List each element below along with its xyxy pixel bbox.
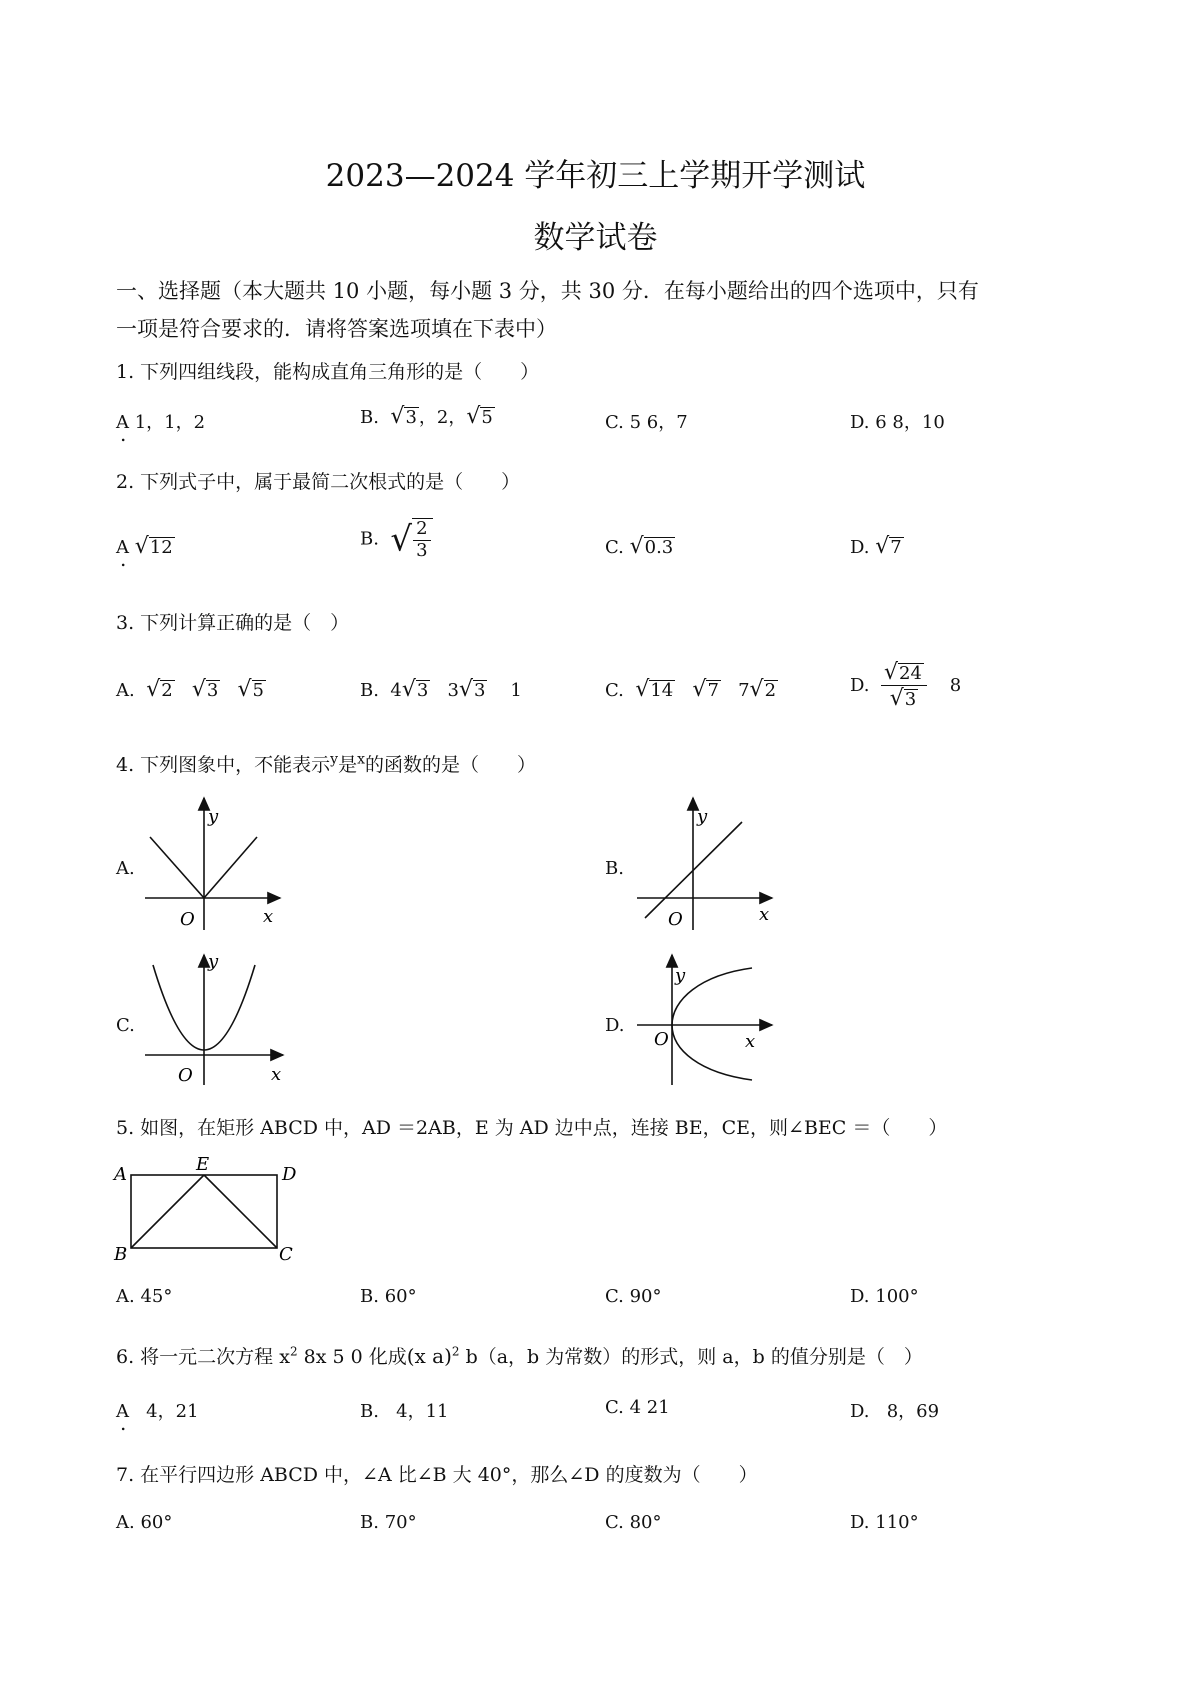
graph-c (145, 955, 283, 1085)
q3-b-radicand1: 3 (416, 680, 429, 701)
q5-point-a: A (114, 1164, 127, 1185)
q6-stem-paren: (x a) (406, 1344, 452, 1368)
q3-b-coef1: 4 (390, 680, 402, 701)
q1-d-text: 6 8，10 (875, 412, 945, 433)
q3-a-label: A. (116, 680, 135, 701)
q3-b-result: 1 (510, 680, 522, 701)
q2-d-label: D. (850, 537, 870, 558)
q4-c-label: C. (116, 1015, 135, 1036)
q5-d-text: 100° (875, 1286, 919, 1307)
q5-a-label: A. (116, 1286, 135, 1307)
q2-b-label: B. (360, 528, 379, 550)
q6-a-label: A . (116, 1401, 129, 1422)
q3-stem: 3. 下列计算正确的是（ ） (116, 612, 350, 634)
q5-point-d: D (282, 1164, 297, 1185)
q1-a-text: 1，1，2 (134, 412, 206, 433)
q6-option-b (360, 1397, 448, 1423)
q4-stem-mid: 是 (338, 754, 358, 776)
q6-stem-pre: 6. 将一元二次方程 x (116, 1346, 290, 1368)
q7-option-c (605, 1512, 662, 1533)
graph-b-y-label: y (697, 806, 708, 827)
q3-c-radicand3: 2 (764, 680, 777, 701)
q2-a-label: A . (116, 537, 129, 558)
q3-option-d: D. $\frac{√24}{√3}$ 8 (850, 660, 962, 711)
q2-c-radicand: 0.3 (644, 537, 674, 558)
q6-stem-sup1: 2 (289, 1344, 298, 1359)
q6-stem-mid: 8x 5 0 化成 (297, 1346, 407, 1368)
q7-a-text: 60° (140, 1512, 173, 1533)
q7-a-label: A. (116, 1512, 135, 1533)
page-subtitle: 数学试卷 (533, 220, 658, 256)
q4-b-label: B. (605, 858, 624, 879)
q5-point-e: E (196, 1154, 210, 1175)
q6-option-c (605, 1397, 670, 1418)
q3-c-label: C. (605, 680, 624, 701)
q6-b-text: 4，11 (396, 1401, 449, 1422)
q2-option-b: B. √ $\frac{2}{3}$ (360, 518, 433, 561)
q7-stem: 7. 在平行四边形 ABCD 中，∠A 比∠B 大 40°，那么∠D 的度数为（ ） (116, 1464, 758, 1486)
q5-option-b (360, 1286, 417, 1307)
graph-c-y-label: y (208, 951, 219, 972)
q5-d-label: D. (850, 1286, 870, 1307)
q3-option-b: B. 4√3 3√3 1 (360, 677, 522, 702)
q6-option-a (116, 1397, 199, 1423)
section-heading-line2: 一项是符合要求的．请将答案选项填在下表中） (116, 317, 557, 341)
q2-a-radicand: 12 (149, 537, 173, 558)
q7-b-label: B. (360, 1512, 379, 1533)
q5-a-text: 45° (140, 1286, 173, 1307)
q3-c-radicand1: 14 (650, 680, 674, 701)
q3-a-radicand1: 2 (161, 680, 173, 701)
q7-d-label: D. (850, 1512, 870, 1533)
q3-c-radicand2: 7 (707, 680, 719, 701)
q6-b-label: B. (360, 1401, 379, 1422)
q7-option-d (850, 1512, 919, 1533)
q1-b-mid: ，2， (418, 407, 467, 428)
q1-b-radicand1: 3 (405, 407, 417, 428)
q1-option-b: B. √3 ，2，√5 (360, 404, 493, 429)
q2-option-c: C. √0.3 (605, 534, 674, 559)
q4-d-label: D. (605, 1015, 625, 1036)
q6-stem (116, 1342, 923, 1369)
q7-b-text: 70° (384, 1512, 417, 1533)
q7-c-label: C. (605, 1512, 624, 1533)
q7-c-text: 80° (629, 1512, 662, 1533)
q2-option-d: D. √7 (850, 534, 902, 559)
q2-b-numerator: 2 (413, 519, 430, 541)
q1-d-label: D. (850, 412, 870, 433)
graph-d-x-label: x (745, 1031, 756, 1052)
q7-d-text: 110° (875, 1512, 919, 1533)
q1-stem: 1. 下列四组线段，能构成直角三角形的是（ ） (116, 361, 540, 383)
q6-stem-post: b（a，b 为常数）的形式，则 a，b 的值分别是（ ） (459, 1346, 923, 1368)
q5-figure (131, 1175, 277, 1248)
q6-d-text: 8，69 (886, 1401, 940, 1422)
graph-a-x-label: x (263, 906, 274, 927)
graph-c-x-label: x (271, 1064, 282, 1085)
q3-d-numerator: 24 (899, 663, 922, 684)
q2-b-denominator: 3 (416, 539, 428, 561)
q3-b-coef2: 3 (447, 680, 459, 701)
graph-a-origin: O (180, 909, 195, 930)
graph-d-y-label: y (675, 965, 686, 986)
q3-a-radicand2: 3 (206, 680, 219, 701)
q6-d-label: D. (850, 1401, 870, 1422)
q3-c-coef3: 7 (738, 680, 750, 701)
q7-option-b (360, 1512, 417, 1533)
q1-a-label: A . (116, 412, 129, 433)
q5-c-label: C. (605, 1286, 624, 1307)
q1-c-text: 5 6，7 (629, 412, 688, 433)
q5-option-a (116, 1286, 172, 1307)
graph-b-x-label: x (759, 904, 770, 925)
q6-a-text: 4，21 (146, 1401, 199, 1422)
q4-stem-post: 的函数的是（ ） (365, 754, 537, 776)
q5-option-c (605, 1286, 662, 1307)
q5-option-d (850, 1286, 919, 1307)
q3-option-c: C. √14 √7 7√2 (605, 677, 777, 702)
q3-d-denominator: 3 (904, 689, 917, 710)
q2-option-a: A . √12 (116, 534, 175, 559)
q2-d-radicand: 7 (890, 537, 902, 558)
section-heading-line1: 一、选择题（本大题共 10 小题，每小题 3 分，共 30 分．在每小题给出的四个选项中，只有 (116, 279, 979, 303)
graph-a-y-label: y (208, 806, 219, 827)
q6-stem-sup2: 2 (451, 1344, 460, 1359)
q1-b-label: B. (360, 407, 379, 428)
q3-d-label: D. (850, 675, 870, 696)
q5-b-label: B. (360, 1286, 379, 1307)
q3-option-a: A. √2 √3 √5 (116, 677, 264, 702)
q5-stem: 5. 如图，在矩形 ABCD 中，AD ＝2AB，E 为 AD 边中点，连接 BE，CE，则∠BEC ＝（ ） (116, 1117, 948, 1139)
q3-b-label: B. (360, 680, 379, 701)
q2-stem: 2. 下列式子中，属于最简二次根式的是（ ） (116, 471, 521, 493)
q3-d-result: 8 (949, 675, 962, 696)
graph-b-origin: O (668, 909, 683, 930)
q3-b-radicand2: 3 (474, 680, 486, 701)
graph-d-origin: O (654, 1029, 669, 1050)
q4-a-label: A. (116, 858, 135, 879)
q1-c-label: C. (605, 412, 624, 433)
q7-option-a (116, 1512, 172, 1533)
q4-stem-pre: 4. 下列图象中，不能表示 (116, 754, 331, 776)
q5-point-b: B (114, 1244, 128, 1265)
q4-stem-y: y (330, 751, 339, 768)
q1-b-radicand2: 5 (481, 407, 493, 428)
graph-d (637, 955, 772, 1085)
q5-c-text: 90° (629, 1286, 662, 1307)
q6-c-text: 4 21 (629, 1397, 670, 1418)
q3-a-radicand3: 5 (252, 680, 264, 701)
q5-b-text: 60° (384, 1286, 417, 1307)
q6-c-label: C. (605, 1397, 624, 1418)
page-title: 2023—2024 学年初三上学期开学测试 (325, 158, 866, 194)
q6-option-d (850, 1397, 939, 1423)
q5-point-c: C (279, 1244, 293, 1265)
graph-c-origin: O (178, 1065, 193, 1086)
q2-c-label: C. (605, 537, 624, 558)
q4-stem-x: x (357, 751, 366, 768)
